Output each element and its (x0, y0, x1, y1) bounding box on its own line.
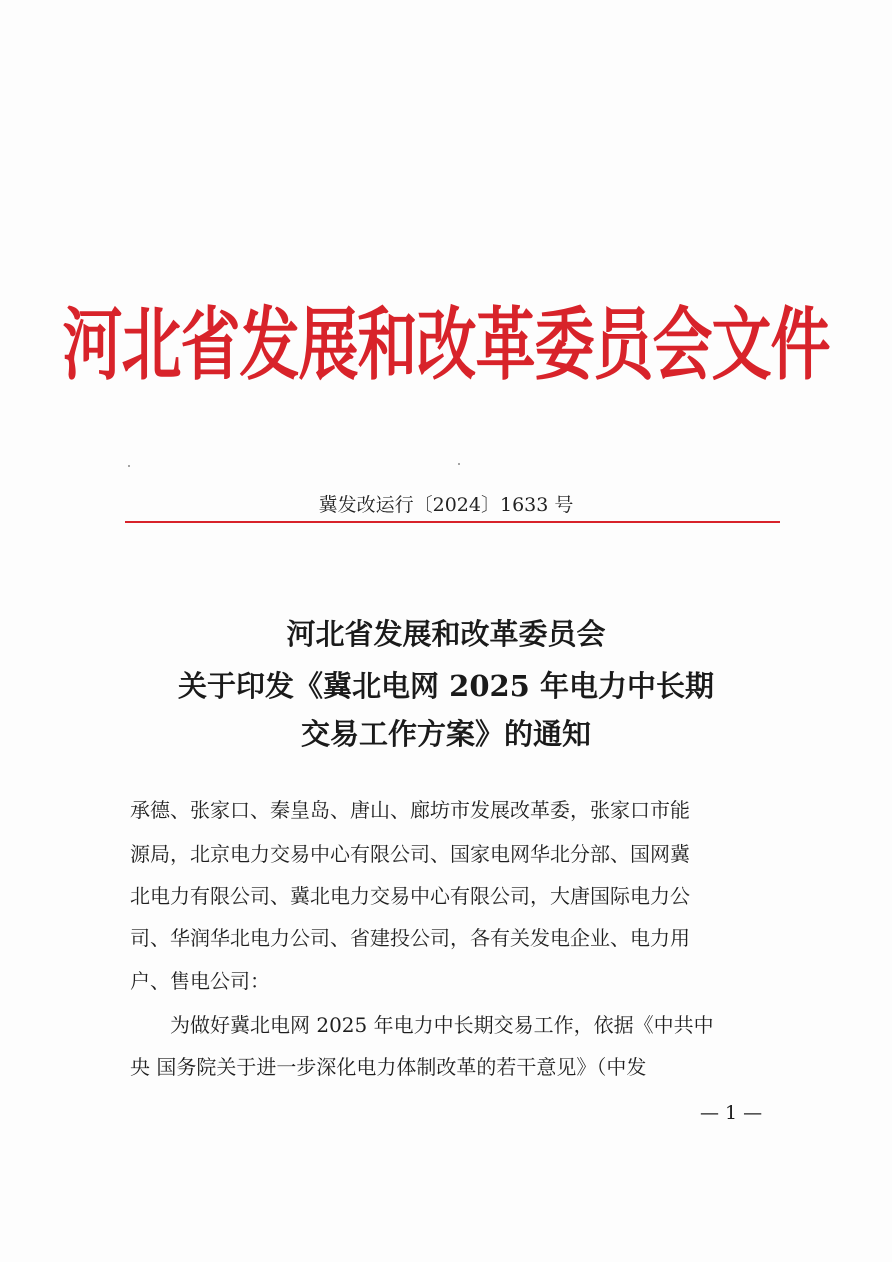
body-line: 户、售电公司： (130, 969, 270, 993)
page-number: — 1 — (700, 1102, 763, 1124)
scan-speck (458, 463, 460, 465)
body-line: 司、华润华北电力公司、省建投公司，各有关发电企业、电力用 (130, 926, 690, 950)
body-line: 央 国务院关于进一步深化电力体制改革的若干意见》（中发 (130, 1055, 647, 1079)
body-line: 承德、张家口、秦皇岛、唐山、廊坊市发展改革委，张家口市能 (130, 798, 690, 822)
red-masthead: 河北省发展和改革委员会文件 (62, 299, 830, 392)
document-number: 冀发改运行〔2024〕1633 号 (318, 494, 574, 516)
title-line-2: 关于印发《冀北电网 2025 年电力中长期 (178, 669, 714, 703)
red-divider-line (125, 521, 780, 523)
body-line: 为做好冀北电网 2025 年电力中长期交易工作，依据《中共中 (130, 1013, 714, 1037)
title-line-3: 交易工作方案》的通知 (300, 717, 591, 751)
body-line: 源局，北京电力交易中心有限公司、国家电网华北分部、国网冀 (130, 842, 690, 866)
body-line: 北电力有限公司、冀北电力交易中心有限公司，大唐国际电力公 (130, 884, 690, 908)
title-line-1: 河北省发展和改革委员会 (286, 617, 606, 651)
scan-speck (128, 465, 130, 467)
